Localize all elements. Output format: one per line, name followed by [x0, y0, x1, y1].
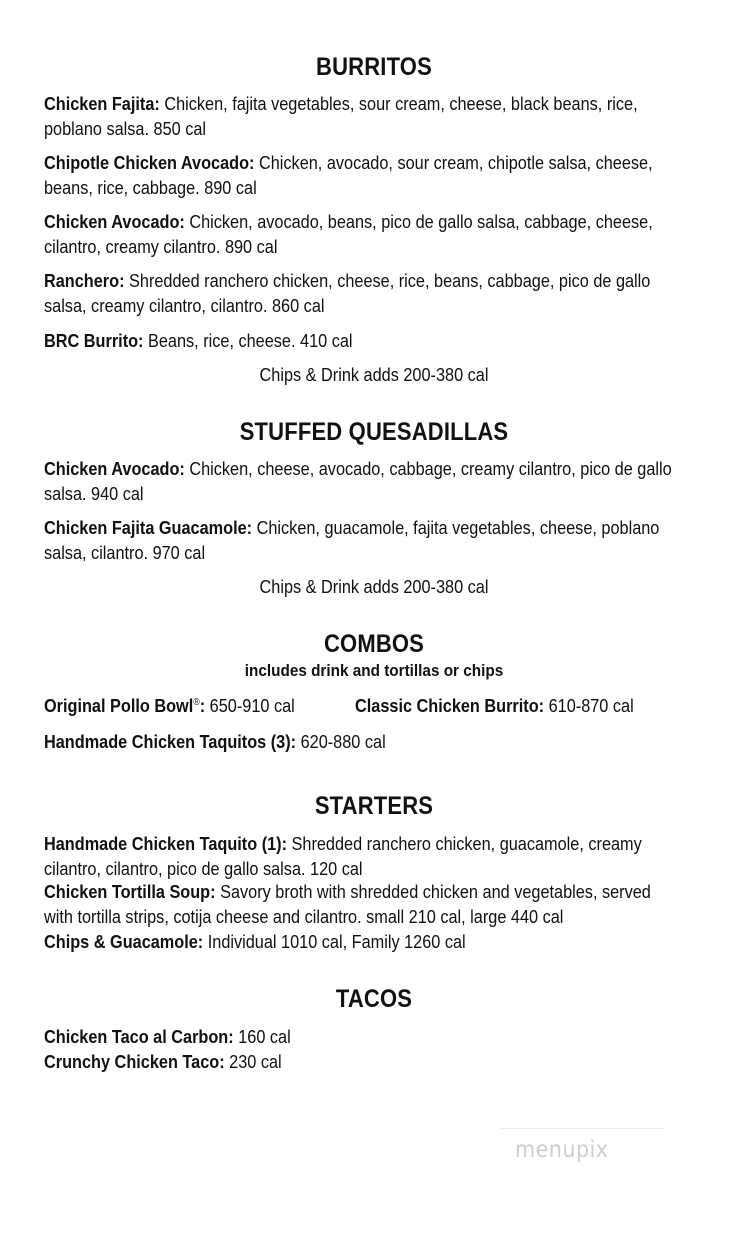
item-name: Original Pollo Bowl — [44, 695, 194, 716]
menu-item — [44, 929, 695, 954]
watermark-divider — [500, 1128, 665, 1129]
item-name: Chicken Taco al Carbon: — [44, 1026, 234, 1047]
item-name: Crunchy Chicken Taco: — [44, 1051, 225, 1072]
registered-mark: ® — [193, 696, 200, 708]
menu-item — [44, 209, 695, 259]
combos-heading: COMBOS — [323, 630, 425, 658]
menu-item — [44, 1049, 695, 1074]
item-name: Handmade Chicken Taquito (1): — [44, 833, 288, 854]
item-description: 610-870 cal — [544, 695, 634, 716]
item-description: Beans, rice, cheese. 410 cal — [143, 330, 353, 351]
starters-heading: STARTERS — [314, 792, 434, 820]
item-name: Chipotle Chicken Avocado: — [44, 152, 255, 173]
combo-item — [44, 693, 295, 718]
combo-item — [44, 729, 386, 754]
item-name: Chips & Guacamole: — [44, 931, 204, 952]
item-description: 650-910 cal — [205, 695, 295, 716]
item-description-cont: with tortilla strips, cotija cheese and cilantro. small 210 cal, large 440 cal — [44, 906, 564, 927]
item-description-cont: poblano salsa. 850 cal — [44, 118, 207, 139]
item-name: BRC Burrito: — [44, 330, 144, 351]
menu-item — [44, 515, 695, 565]
item-description-cont: salsa, cilantro. 970 cal — [44, 542, 206, 563]
menu-item — [44, 456, 695, 506]
item-description: Chicken, avocado, sour cream, chipotle salsa, cheese, — [254, 152, 653, 173]
combos-subtitle: includes drink and tortillas or chips — [244, 661, 504, 680]
item-name-colon: : — [199, 695, 206, 716]
item-description: Chicken, guacamole, fajita vegetables, cheese, poblano — [252, 517, 660, 538]
quesadillas-heading: STUFFED QUESADILLAS — [239, 418, 509, 446]
menu-item — [44, 1024, 695, 1049]
menu-item — [44, 150, 695, 200]
item-name: Classic Chicken Burrito: — [355, 695, 545, 716]
item-name: Chicken Avocado: — [44, 211, 185, 232]
item-description: Chicken, avocado, beans, pico de gallo salsa, cabbage, cheese, — [184, 211, 653, 232]
item-description: Shredded ranchero chicken, guacamole, creamy — [287, 833, 642, 854]
item-description-cont: cilantro, cilantro, pico de gallo salsa. 120 cal — [44, 858, 363, 879]
item-description: 620-880 cal — [296, 731, 386, 752]
chips-drink-note: Chips & Drink adds 200-380 cal — [259, 364, 489, 385]
chips-drink-note: Chips & Drink adds 200-380 cal — [259, 576, 489, 597]
combo-item — [355, 693, 634, 718]
item-description: Chicken, cheese, avocado, cabbage, creamy cilantro, pico de gallo — [184, 458, 672, 479]
item-description: Savory broth with shredded chicken and vegetables, served — [215, 881, 651, 902]
item-description-cont: salsa. 940 cal — [44, 483, 144, 504]
item-name: Ranchero: — [44, 270, 125, 291]
menu-item — [44, 268, 695, 318]
item-description: 230 cal — [224, 1051, 282, 1072]
item-description-cont: salsa, creamy cilantro, cilantro. 860 cal — [44, 295, 325, 316]
burritos-heading: BURRITOS — [316, 53, 432, 81]
item-description: 160 cal — [233, 1026, 291, 1047]
item-description: Individual 1010 cal, Family 1260 cal — [203, 931, 466, 952]
item-name: Chicken Fajita: — [44, 93, 160, 114]
item-name: Chicken Avocado: — [44, 458, 185, 479]
menu-item — [44, 879, 695, 929]
item-description-cont: cilantro, creamy cilantro. 890 cal — [44, 236, 278, 257]
item-description: Shredded ranchero chicken, cheese, rice, beans, cabbage, pico de gallo — [124, 270, 651, 291]
item-description: Chicken, fajita vegetables, sour cream, cheese, black beans, rice, — [159, 93, 638, 114]
tacos-heading: TACOS — [335, 985, 413, 1013]
item-description-cont: beans, rice, cabbage. 890 cal — [44, 177, 257, 198]
menu-item — [44, 328, 695, 353]
item-name: Handmade Chicken Taquitos (3): — [44, 731, 297, 752]
item-name: Chicken Fajita Guacamole: — [44, 517, 253, 538]
menu-item — [44, 831, 695, 881]
menu-item — [44, 91, 695, 141]
watermark-logo: menupix — [515, 1137, 609, 1163]
item-name: Chicken Tortilla Soup: — [44, 881, 216, 902]
